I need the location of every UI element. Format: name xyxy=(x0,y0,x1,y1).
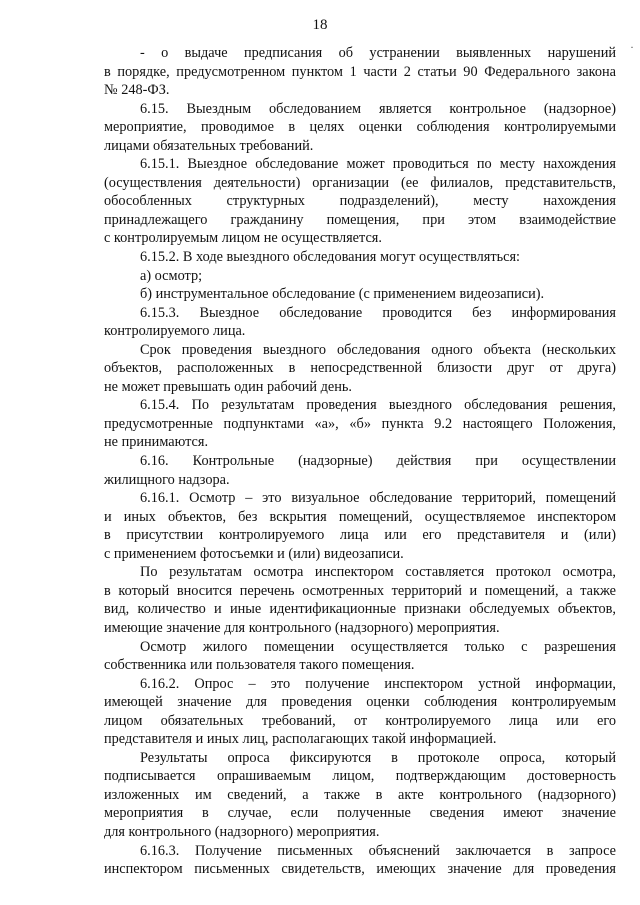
text-line: а) осмотр; xyxy=(140,267,203,284)
text-line: изложенных им сведений, а также в акте контрольного (надзорного) xyxy=(104,786,616,803)
text-line: 6.16.2. Опрос – это получение инспектором устной информации, xyxy=(140,675,616,692)
text-line: представителя и иных лиц, располагающих такой информацией. xyxy=(104,731,497,748)
text-line: принадлежащего гражданину помещения, при этом взаимодействие xyxy=(104,211,616,228)
text-line: в присутствии контролируемого лица или его представителя и (или) xyxy=(104,527,616,544)
text-line: мероприятия в случае, если полученные сведения имеют значение xyxy=(104,805,616,822)
text-line: контролируемого лица. xyxy=(104,323,246,340)
text-line: имеющие значение для контрольного (надзорного) мероприятия. xyxy=(104,619,500,636)
text-line: обособленных структурных подразделений), месту нахождения xyxy=(104,193,616,210)
text-line: б) инструментальное обследование (с применением видеозаписи). xyxy=(140,286,545,303)
text-line: имеющей значение для проведения оценки соблюдения контролируемым xyxy=(104,694,616,711)
text-line: 6.15.3. Выездное обследование проводится без информирования xyxy=(140,304,616,321)
text-line: 6.15. Выездным обследованием является контрольное (надзорное) xyxy=(140,100,616,117)
document-body xyxy=(104,44,616,879)
text-line: с применением фотосъемки и (или) видеозаписи. xyxy=(104,545,404,562)
text-line: 6.15.4. По результатам проведения выездного обследования решения, xyxy=(140,397,616,414)
text-line: вид, количество и иные идентификационные признаки обследуемых объектов, xyxy=(104,601,616,618)
text-line: Результаты опроса фиксируются в протоколе опроса, который xyxy=(140,749,616,766)
text-line: не может превышать один рабочий день. xyxy=(104,378,352,395)
text-line: лицом обязательных требований, от контролируемого лица или его xyxy=(104,712,616,729)
text-line: 6.15.1. Выездное обследование может проводиться по месту нахождения xyxy=(140,156,616,173)
text-line: для контрольного (надзорного) мероприятия. xyxy=(104,823,380,840)
text-line: объектов, расположенных в непосредственной близости друг от друга) xyxy=(104,360,616,377)
text-line: собственника или пользователя такого помещения. xyxy=(104,657,415,674)
text-line: 6.16.3. Получение письменных объяснений заключается в запросе xyxy=(140,842,616,859)
text-line: мероприятие, проводимое в целях оценки соблюдения контролируемыми xyxy=(104,119,616,136)
text-line: (осуществления деятельности) организации (ее филиалов, представительств, xyxy=(104,174,616,191)
text-line: не принимаются. xyxy=(104,434,209,451)
page-number: 18 xyxy=(312,17,328,33)
text-line: предусмотренные подпунктами «а», «б» пункта 9.2 настоящего Положения, xyxy=(104,415,616,432)
text-line: 6.16.1. Осмотр – это визуальное обследование территорий, помещений xyxy=(140,490,616,507)
text-line: Осмотр жилого помещении осуществляется только с разрешения xyxy=(140,638,616,655)
text-line: инспектором письменных свидетельств, имеющих значение для проведения xyxy=(104,861,616,878)
text-line: 6.16. Контрольные (надзорные) действия при осуществлении xyxy=(140,453,616,470)
text-line: Срок проведения выездного обследования одного объекта (нескольких xyxy=(140,341,616,358)
text-line: и иных объектов, без вскрытия помещений, осуществляемое инспектором xyxy=(104,508,616,525)
text-line: По результатам осмотра инспектором составляется протокол осмотра, xyxy=(140,564,616,581)
text-line: подписывается опрашиваемым лицом, подтверждающим достоверность xyxy=(104,768,616,785)
text-line: в который вносится перечень осмотренных территорий и помещений, а также xyxy=(104,582,616,599)
text-line: жилищного надзора. xyxy=(104,471,230,488)
text-line: лицами обязательных требований. xyxy=(104,137,314,154)
text-line: 6.15.2. В ходе выездного обследования могут осуществляться: xyxy=(140,249,521,266)
text-line: с контролируемым лицом не осуществляется. xyxy=(104,230,382,247)
text-line: - о выдаче предписания об устранении выявленных нарушений xyxy=(140,45,616,61)
text-line: в порядке, предусмотренном пунктом 1 части 2 статьи 90 Федерального закона xyxy=(104,63,616,80)
text-line: № 248-ФЗ. xyxy=(104,82,170,99)
scan-edge-mark: · xyxy=(630,40,634,54)
